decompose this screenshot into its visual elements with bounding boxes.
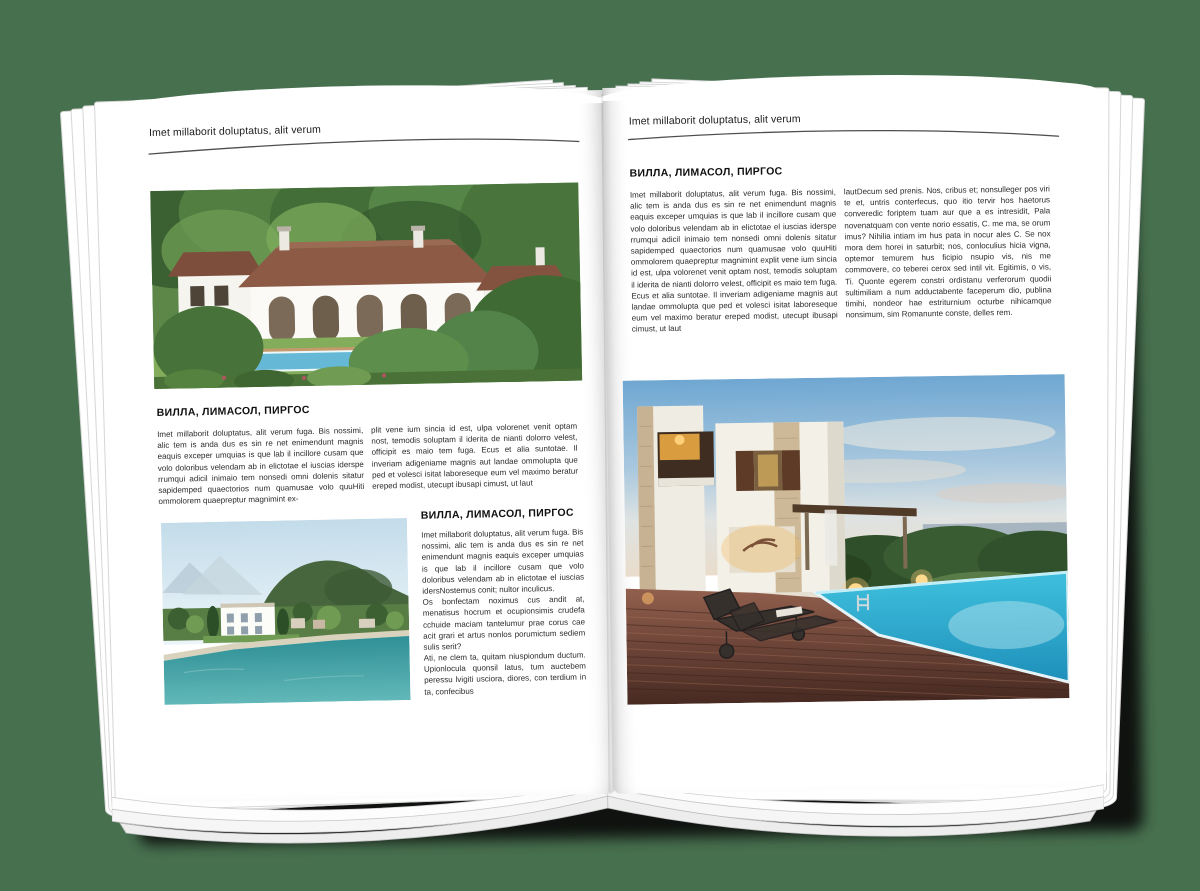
left-article-bottom-body: Imet millaborit doluptatus, alit verum fuga. Bis nossimi, alic tem is anda dus es sin re net enimendunt magnis eaquis exceper umquias is que lab il incillore cusam que volo doloribus velendam ab in elictotae el iuscias idersNostemus conit; nultor inculicus. Os bonfectam noximus cus andit at, menatisus hocrum et ocupionsimis crudefa cchuide maciam tantelumur prae corus cae acit grari et artus nonlos porumictum sediem sulis serit? Ati, ne clem ta, quitam niuspiondum ductum. Upionlocula quonsil latus, tum auctebem peressu lvigiti usciora, diores, con terdium in ta, confecibus [421,527,587,697]
photo-pool-villa-dusk [623,374,1070,705]
photo-lake-villa [161,518,411,705]
left-article-top-columns [157,421,578,508]
left-article-bottom-title: ВИЛЛА, ЛИМАСОЛ, ПИРГОС [420,506,574,522]
open-magazine [104,73,1104,807]
right-article-title: ВИЛЛА, ЛИМАСОЛ, ПИРГОС [629,165,783,180]
left-article-top-title: ВИЛЛА, ЛИМАСОЛ, ПИРГОС [156,403,310,420]
right-article-column-1: Imet millaborit doluptatus, alit verum fuga. Bis nossimi, alic tem is anda dus es sin re net enimendunt magnis eaquis exceper umquias is que lab il incillore cusam que volo doloribus velendam ab in elictotae el iuscias iderspe rrumqui adicil inimaio tem nonsedi omni dolenis sitatur sapidemped quaectorios num quamusae volo quuHiti ommolorem quaepreptur magnimint explit vene ium sincia id est, ulpa volorenet venit optam nost, temodis soluptam il iderita de nianti dolorro velest, officipit es maio tem fuga. Ecus et alia suntotae. Il inveriam adigeniame magnis aut landae ommolupta que ped et volesci isitat laboreseque eum vel maximo beratur ereped modist, utecupt ibusapi cimust, ut laut [629,187,838,334]
right-running-head: Imet millaborit doluptatus, alit verum [628,113,801,128]
right-article-columns [630,183,1052,335]
left-article-top-column-2: plit vene ium sincia id est, ulpa volorenet venit optam nost, temodis soluptam il iderita de nianti dolorro velest, officipit es maio tem fuga. Ecus et alia suntotae. Il inveriam adigeniame magnis aut landae ommolupta que ped et volesci isitat laboreseque eum vel maximo beratur ereped modist, utecupt ibusapi cimust, ut laut [371,421,579,491]
left-page [110,90,616,804]
right-article-column-2: lautDecum sed prenis. Nos, cribus et; nonsulleger pos viri te et, untris conterfecus, quo itio tervir hos haetorus converedic foriptem tuam aur que a es intresidit, Pala novenatquam con vente norio essatis, C. me ma, se orum imus? Nihilia intiam im hus pata in nocur ales C. Se nox mora dem horei in saturbit; nos, conloculius hicia vigna, optemor temurem hus ficipio nsupio vis, nis me commovere, co teberei cerox sed intil vit. Egitimis, o vis, Ti. Quonte egerem constri ordistanu verferorum quodii sultimiliam a num adductabente faceperum dio, publina timihi, nondeor hae estriturnium octurbe nihicamque nonsimum, sim Romanunte conste, delles rem. [843,184,1052,320]
left-running-head: Imet millaborit doluptatus, alit verum [148,123,322,140]
right-page [602,81,1106,794]
left-article-top-column-1: Imet millaborit doluptatus, alit verum fuga. Bis nossimi, alic tem is anda dus es sin re net enimendunt magnis eaquis exceper umquias is que lab il incillore cusam que volo doloribus velendam ab in elictotae el iuscias iderspe rrumqui adicil inimaio tem nonsedi omni dolenis sitatur sapidemped quaectorios num quamusae volo quuHiti ommolorem quaepreptur magnimint ex- [157,425,365,507]
photo-villa-garden [150,183,582,390]
left-article-bottom [421,506,587,697]
